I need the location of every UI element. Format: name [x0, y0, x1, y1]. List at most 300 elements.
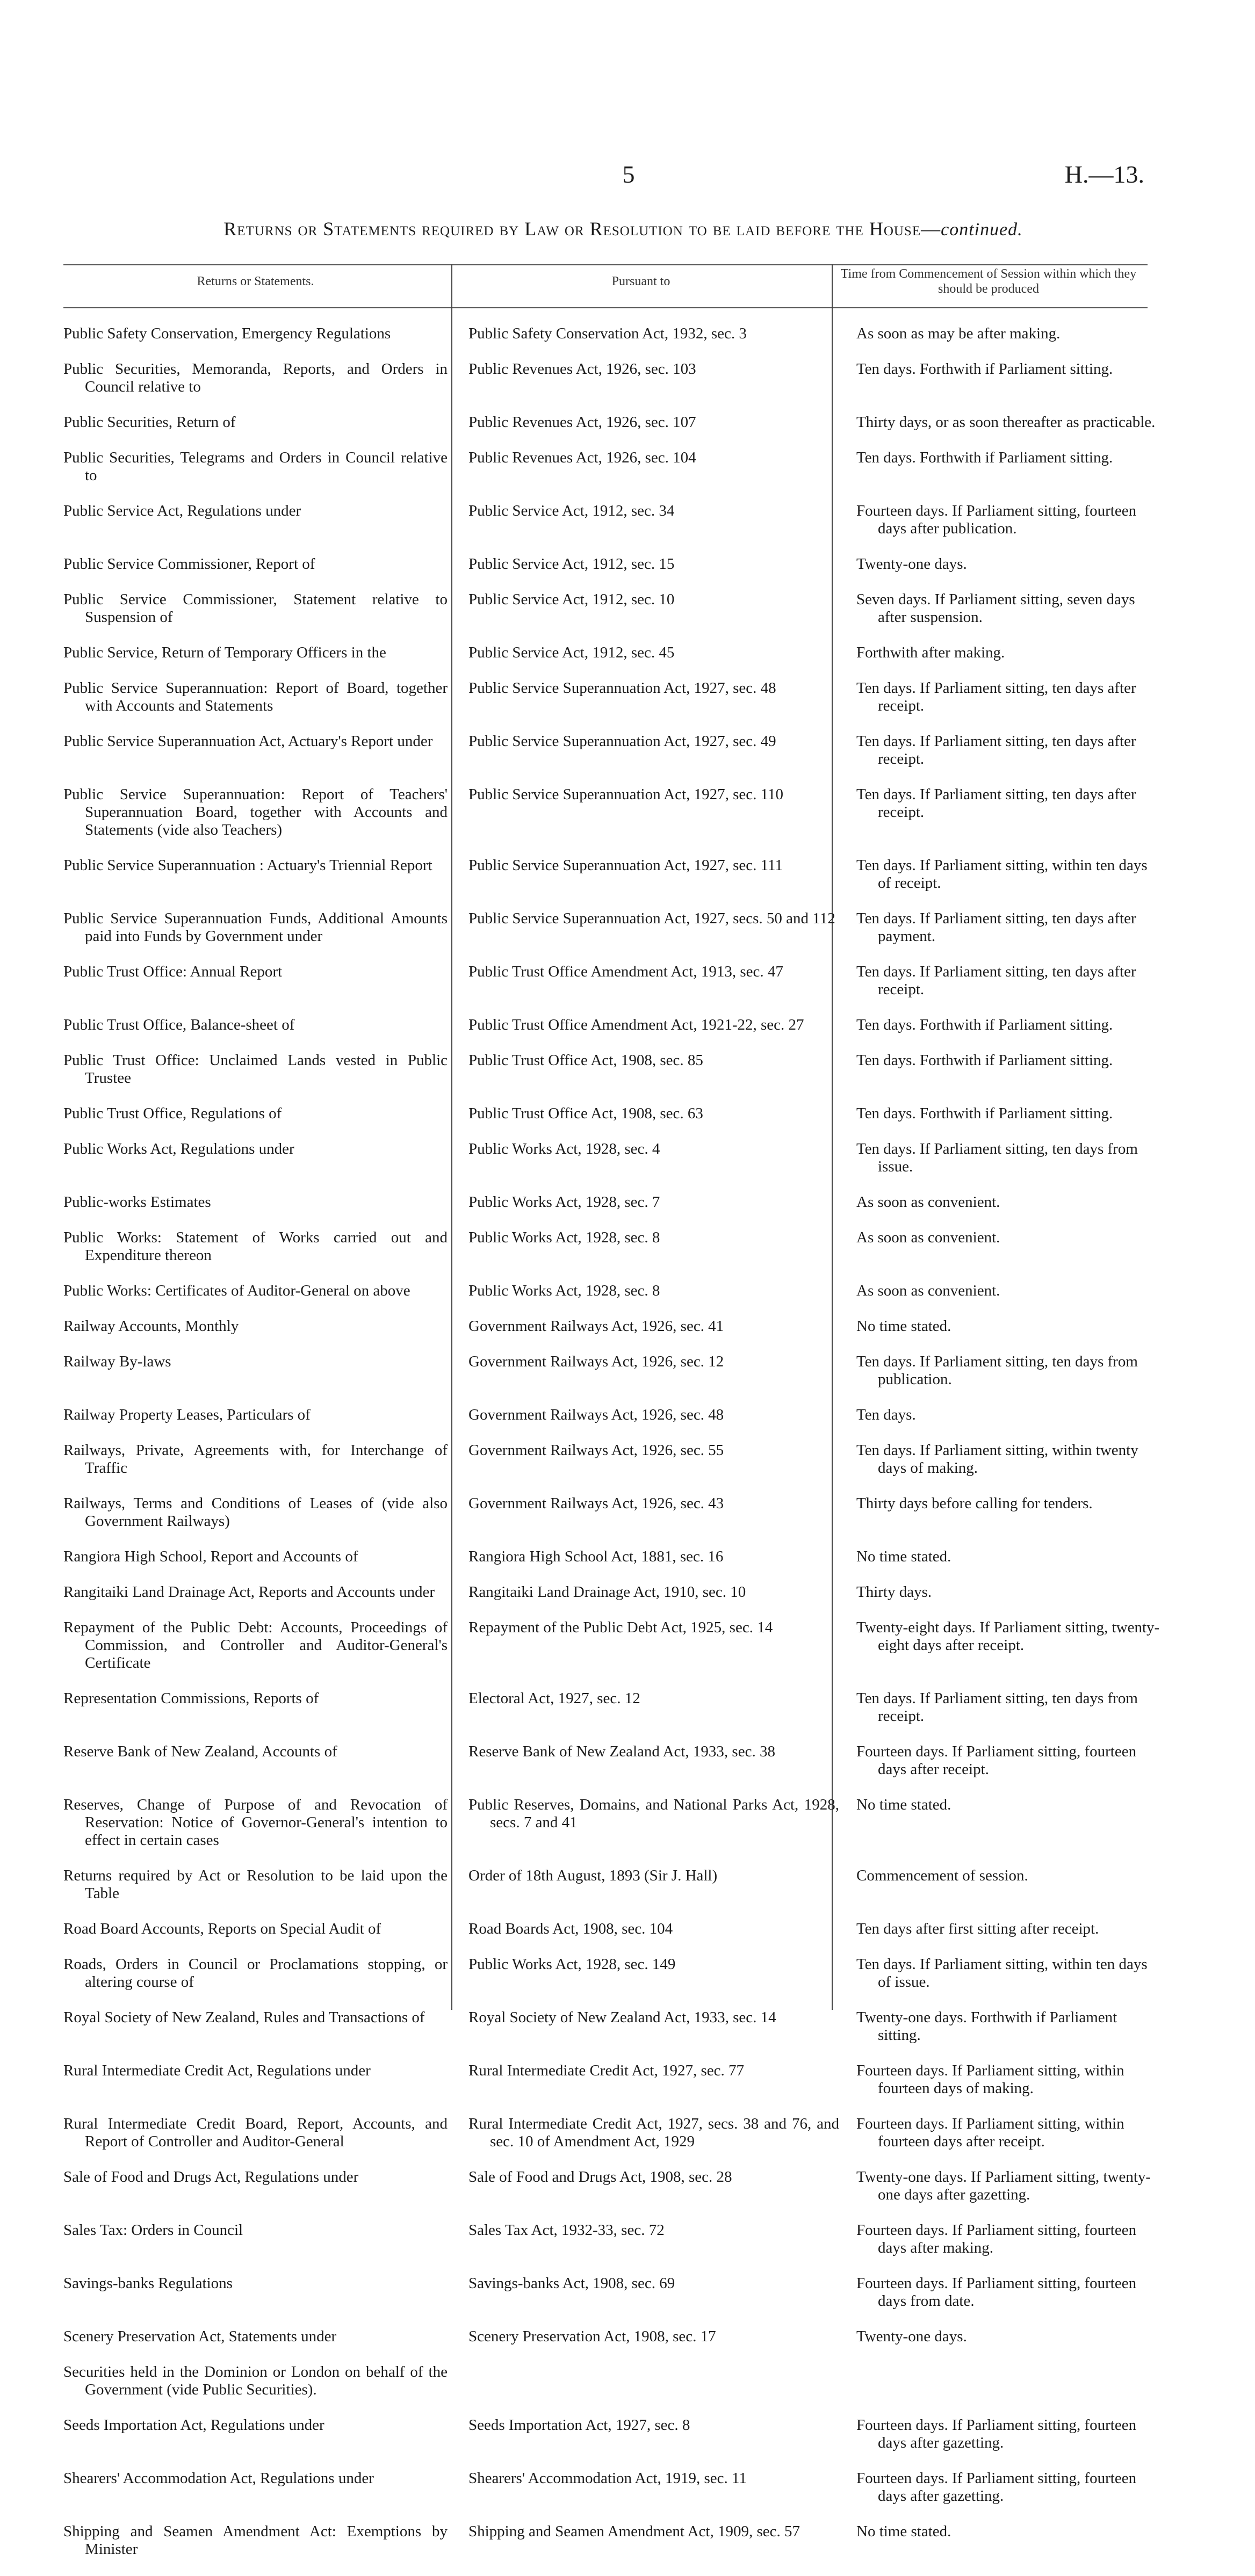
table-row [63, 2168, 1160, 2222]
pursuant-cell [455, 2275, 849, 2328]
time-cell-text: Seven days. If Parliament sitting, seven days after suspension. [856, 591, 1135, 626]
pursuant-cell-text: Public Safety Conservation Act, 1932, sec. 3 [468, 325, 747, 342]
pursuant-cell [455, 1495, 849, 1548]
time-cell [849, 910, 1160, 963]
pursuant-cell-text: Public Works Act, 1928, sec. 8 [468, 1282, 660, 1299]
pursuant-cell-text: Shearers' Accommodation Act, 1919, sec. 11 [468, 2470, 747, 2487]
pursuant-cell-text: Government Railways Act, 1926, sec. 12 [468, 1353, 724, 1370]
time-cell [849, 1052, 1160, 1105]
returns-cell-text: Public Trust Office, Balance-sheet of [63, 1016, 295, 1033]
returns-cell-text: Public-works Estimates [63, 1193, 211, 1211]
pursuant-cell [455, 786, 849, 857]
time-cell-text: Ten days. If Parliament sitting, within ten days of receipt. [856, 857, 1148, 892]
table-row [63, 2062, 1160, 2115]
time-cell [849, 1016, 1160, 1052]
table-row [63, 857, 1160, 910]
pursuant-cell [455, 2470, 849, 2523]
returns-cell [63, 2009, 455, 2062]
returns-cell [63, 2062, 455, 2115]
time-cell-text: Fourteen days. If Parliament sitting, within fourteen days after receipt. [856, 2115, 1124, 2150]
returns-cell [63, 2416, 455, 2470]
pursuant-cell-text: Public Service Superannuation Act, 1927, sec. 110 [468, 786, 784, 803]
returns-cell-text: Public Service Commissioner, Statement relative to Suspension of [63, 591, 448, 626]
pursuant-cell-text: Road Boards Act, 1908, sec. 104 [468, 1920, 673, 1937]
returns-cell-text: Public Safety Conservation, Emergency Regulations [63, 325, 391, 342]
pursuant-cell-text: Public Service Superannuation Act, 1927, sec. 111 [468, 857, 783, 874]
pursuant-cell-text: Repayment of the Public Debt Act, 1925, sec. 14 [468, 1619, 773, 1636]
returns-cell-text: Returns required by Act or Resolution to be laid upon the Table [63, 1867, 448, 1902]
time-cell [849, 1956, 1160, 2009]
pursuant-cell-text: Seeds Importation Act, 1927, sec. 8 [468, 2416, 690, 2434]
time-cell-text: Ten days. Forthwith if Parliament sitting. [856, 449, 1113, 466]
time-cell [849, 644, 1160, 679]
returns-cell-text: Public Service Commissioner, Report of [63, 555, 315, 573]
table-row [63, 1956, 1160, 2009]
time-cell-text: Ten days. If Parliament sitting, ten days after payment. [856, 910, 1136, 945]
page-number: 5 [622, 161, 635, 188]
returns-cell [63, 1016, 455, 1052]
time-cell-text: Thirty days, or as soon thereafter as practicable. [856, 414, 1156, 431]
pursuant-cell-text: Government Railways Act, 1926, sec. 48 [468, 1406, 724, 1423]
table-row [63, 679, 1160, 733]
time-cell-text: Thirty days. [856, 1583, 932, 1601]
returns-cell [63, 1920, 455, 1956]
pursuant-cell [455, 591, 849, 644]
pursuant-cell-text: Public Works Act, 1928, sec. 8 [468, 1229, 660, 1246]
table-row [63, 2328, 1160, 2363]
returns-cell [63, 2275, 455, 2328]
returns-cell [63, 591, 455, 644]
pursuant-cell-text: Public Service Act, 1912, sec. 10 [468, 591, 675, 608]
returns-cell-text: Savings-banks Regulations [63, 2275, 233, 2292]
pursuant-cell-text: Government Railways Act, 1926, sec. 55 [468, 1442, 724, 1459]
table-row [63, 786, 1160, 857]
returns-cell [63, 910, 455, 963]
time-cell [849, 1282, 1160, 1318]
time-cell [849, 1619, 1160, 1690]
pursuant-cell [455, 1619, 849, 1690]
pursuant-cell-text: Order of 18th August, 1893 (Sir J. Hall) [468, 1867, 718, 1884]
returns-cell-text: Reserves, Change of Purpose of and Revocation of Reservation: Notice of Governor-General's intention to effect in certain cases [63, 1796, 448, 1849]
pursuant-cell [455, 910, 849, 963]
time-cell [849, 2222, 1160, 2275]
pursuant-cell [455, 644, 849, 679]
returns-cell-text: Rangitaiki Land Drainage Act, Reports and Accounts under [63, 1583, 435, 1601]
table-row [63, 2523, 1160, 2576]
time-cell-text: Ten days. Forthwith if Parliament sitting. [856, 1052, 1113, 1069]
time-cell [849, 1495, 1160, 1548]
pursuant-cell [455, 1796, 849, 1867]
table-row [63, 1548, 1160, 1583]
returns-cell [63, 1282, 455, 1318]
time-cell [849, 2009, 1160, 2062]
returns-cell [63, 1193, 455, 1229]
time-cell-text: Ten days. If Parliament sitting, ten days after receipt. [856, 733, 1136, 768]
time-cell-text: Fourteen days. If Parliament sitting, within fourteen days of making. [856, 2062, 1124, 2097]
pursuant-cell-text: Public Trust Office Amendment Act, 1913, sec. 47 [468, 963, 783, 980]
pursuant-cell [455, 1743, 849, 1796]
time-cell [849, 733, 1160, 786]
pursuant-cell-text: Public Trust Office Act, 1908, sec. 63 [468, 1105, 703, 1122]
returns-cell-text: Securities held in the Dominion or London on behalf of the Government (vide Public Securities). [63, 2363, 448, 2398]
pursuant-cell [455, 2062, 849, 2115]
time-cell [849, 1796, 1160, 1867]
pursuant-cell [455, 1690, 849, 1743]
pursuant-cell [455, 1105, 849, 1140]
pursuant-cell [455, 555, 849, 591]
returns-cell-text: Public Service Superannuation: Report of Teachers' Superannuation Board, together with Accounts and Statements (vide also Teachers) [63, 786, 448, 838]
returns-cell [63, 1690, 455, 1743]
returns-cell [63, 2115, 455, 2168]
returns-cell-text: Public Trust Office: Unclaimed Lands vested in Public Trustee [63, 1052, 448, 1087]
column-header-time: Time from Commencement of Session within which they should be produced [840, 267, 1137, 296]
returns-cell-text: Railways, Private, Agreements with, for Interchange of Traffic [63, 1442, 448, 1477]
table-row [63, 1318, 1160, 1353]
pursuant-cell [455, 1406, 849, 1442]
pursuant-cell-text: Public Service Superannuation Act, 1927, secs. 50 and 112 [468, 910, 835, 927]
returns-cell [63, 679, 455, 733]
time-cell [849, 2115, 1160, 2168]
returns-cell [63, 733, 455, 786]
time-cell [849, 2328, 1160, 2363]
returns-cell [63, 1105, 455, 1140]
time-cell-text: Ten days after first sitting after receipt. [856, 1920, 1099, 1937]
returns-cell [63, 555, 455, 591]
returns-cell-text: Rural Intermediate Credit Act, Regulations under [63, 2062, 371, 2079]
table-row [63, 502, 1160, 555]
pursuant-cell-text: Electoral Act, 1927, sec. 12 [468, 1690, 640, 1707]
returns-cell-text: Public Service, Return of Temporary Officers in the [63, 644, 386, 661]
pursuant-cell-text: Government Railways Act, 1926, sec. 41 [468, 1318, 724, 1335]
pursuant-cell [455, 414, 849, 449]
time-cell [849, 2470, 1160, 2523]
returns-cell [63, 414, 455, 449]
title-continued: continued. [941, 220, 1023, 240]
returns-cell-text: Railways, Terms and Conditions of Leases of (vide also Government Railways) [63, 1495, 448, 1530]
table-row [63, 733, 1160, 786]
header-bottom-rule [63, 307, 1148, 308]
pursuant-cell [455, 325, 849, 360]
table-row [63, 2275, 1160, 2328]
table-row [63, 1495, 1160, 1548]
table-row [63, 1690, 1160, 1743]
time-cell-text: Thirty days before calling for tenders. [856, 1495, 1093, 1512]
pursuant-cell [455, 1229, 849, 1282]
pursuant-cell-text: Public Revenues Act, 1926, sec. 107 [468, 414, 696, 431]
time-cell-text: Ten days. If Parliament sitting, ten days from receipt. [856, 1690, 1138, 1725]
pursuant-cell [455, 2009, 849, 2062]
time-cell [849, 591, 1160, 644]
returns-cell-text: Public Securities, Memoranda, Reports, and Orders in Council relative to [63, 360, 448, 395]
paper-code: H.—13. [1064, 161, 1144, 188]
pursuant-cell-text: Rural Intermediate Credit Act, 1927, sec. 77 [468, 2062, 744, 2079]
time-cell [849, 1583, 1160, 1619]
pursuant-cell [455, 2523, 849, 2576]
returns-cell [63, 1353, 455, 1406]
returns-cell [63, 1796, 455, 1867]
time-cell [849, 1229, 1160, 1282]
returns-cell-text: Public Service Superannuation Funds, Additional Amounts paid into Funds by Government under [63, 910, 448, 945]
time-cell-text: Ten days. [856, 1406, 916, 1423]
pursuant-cell [455, 1442, 849, 1495]
table-row [63, 2009, 1160, 2062]
column-header-pursuant: Pursuant to [611, 274, 670, 288]
returns-cell [63, 2470, 455, 2523]
time-cell [849, 555, 1160, 591]
pursuant-cell [455, 2416, 849, 2470]
time-cell [849, 2275, 1160, 2328]
time-cell [849, 857, 1160, 910]
returns-table [63, 325, 1160, 2576]
pursuant-cell-text: Public Service Superannuation Act, 1927, sec. 49 [468, 733, 776, 750]
returns-cell-text: Public Service Superannuation: Report of Board, together with Accounts and Statements [63, 679, 448, 714]
time-cell [849, 1743, 1160, 1796]
returns-cell-text: Repayment of the Public Debt: Accounts, Proceedings of Commission, and Controller and Auditor-General's Certificate [63, 1619, 448, 1671]
pursuant-cell-text: Sale of Food and Drugs Act, 1908, sec. 28 [468, 2168, 732, 2186]
time-cell [849, 1193, 1160, 1229]
time-cell [849, 1548, 1160, 1583]
returns-cell [63, 1548, 455, 1583]
returns-cell-text: Royal Society of New Zealand, Rules and Transactions of [63, 2009, 425, 2026]
time-cell-text: Twenty-one days. Forthwith if Parliament sitting. [856, 2009, 1117, 2044]
pursuant-cell [455, 963, 849, 1016]
pursuant-cell [455, 2328, 849, 2363]
returns-cell-text: Shearers' Accommodation Act, Regulations under [63, 2470, 374, 2487]
time-cell-text: As soon as may be after making. [856, 325, 1061, 342]
table-row [63, 1796, 1160, 1867]
table-row [63, 360, 1160, 414]
time-cell-text: As soon as convenient. [856, 1282, 1000, 1299]
time-cell [849, 1406, 1160, 1442]
time-cell-text: Fourteen days. If Parliament sitting, fourteen days after gazetting. [856, 2416, 1137, 2451]
pursuant-cell-text: Reserve Bank of New Zealand Act, 1933, sec. 38 [468, 1743, 775, 1760]
pursuant-cell [455, 1353, 849, 1406]
returns-cell [63, 1956, 455, 2009]
returns-cell-text: Scenery Preservation Act, Statements under [63, 2328, 337, 2345]
time-cell-text: Twenty-one days. [856, 2328, 967, 2345]
table-row [63, 644, 1160, 679]
page-title [64, 218, 1182, 240]
returns-cell-text: Seeds Importation Act, Regulations under [63, 2416, 324, 2434]
returns-cell-text: Roads, Orders in Council or Proclamations stopping, or altering course of [63, 1956, 448, 1991]
table-row [63, 449, 1160, 502]
returns-cell [63, 1442, 455, 1495]
time-cell [849, 2062, 1160, 2115]
returns-cell-text: Sales Tax: Orders in Council [63, 2222, 243, 2239]
returns-cell-text: Public Trust Office: Annual Report [63, 963, 283, 980]
returns-cell-text: Public Trust Office, Regulations of [63, 1105, 282, 1122]
time-cell-text: Fourteen days. If Parliament sitting, fourteen days after gazetting. [856, 2470, 1137, 2505]
returns-cell [63, 1406, 455, 1442]
returns-cell [63, 1229, 455, 1282]
pursuant-cell-text: Rural Intermediate Credit Act, 1927, secs. 38 and 76, and sec. 10 of Amendment Act, 1929 [468, 2115, 839, 2150]
time-cell-text: Twenty-eight days. If Parliament sitting, twenty-eight days after receipt. [856, 1619, 1160, 1654]
pursuant-cell [455, 679, 849, 733]
returns-cell-text: Public Works: Statement of Works carried out and Expenditure thereon [63, 1229, 448, 1264]
table-row [63, 1442, 1160, 1495]
returns-cell-text: Public Works: Certificates of Auditor-General on above [63, 1282, 410, 1299]
table-row [63, 1867, 1160, 1920]
time-cell-text: Ten days. If Parliament sitting, ten days after receipt. [856, 679, 1136, 714]
time-cell [849, 2168, 1160, 2222]
returns-cell [63, 786, 455, 857]
pursuant-cell [455, 1282, 849, 1318]
returns-cell-text: Public Service Superannuation : Actuary's Triennial Report [63, 857, 432, 874]
table-row [63, 1052, 1160, 1105]
pursuant-cell-text: Public Trust Office Act, 1908, sec. 85 [468, 1052, 703, 1069]
table-row [63, 555, 1160, 591]
pursuant-cell [455, 2115, 849, 2168]
table-row [63, 963, 1160, 1016]
time-cell [849, 360, 1160, 414]
returns-cell-text: Public Service Superannuation Act, Actuary's Report under [63, 733, 433, 750]
table-row [63, 2115, 1160, 2168]
time-cell-text: Twenty-one days. [856, 555, 967, 573]
pursuant-cell-text: Scenery Preservation Act, 1908, sec. 17 [468, 2328, 716, 2345]
pursuant-cell [455, 2168, 849, 2222]
table-row [63, 1140, 1160, 1193]
returns-cell [63, 2523, 455, 2576]
time-cell [849, 325, 1160, 360]
table-row [63, 1193, 1160, 1229]
table-row [63, 325, 1160, 360]
returns-cell-text: Reserve Bank of New Zealand, Accounts of [63, 1743, 337, 1760]
returns-cell-text: Railway Property Leases, Particulars of [63, 1406, 311, 1423]
time-cell-text: Ten days. Forthwith if Parliament sitting. [856, 1016, 1113, 1033]
returns-cell [63, 1867, 455, 1920]
pursuant-cell-text: Public Works Act, 1928, sec. 7 [468, 1193, 660, 1211]
time-cell-text: No time stated. [856, 1318, 951, 1335]
time-cell [849, 414, 1160, 449]
time-cell [849, 1318, 1160, 1353]
time-cell [849, 2523, 1160, 2576]
returns-cell-text: Shipping and Seamen Amendment Act: Exemptions by Minister [63, 2523, 448, 2558]
pursuant-cell [455, 1956, 849, 2009]
table-row [63, 1743, 1160, 1796]
pursuant-cell-text: Public Reserves, Domains, and National Parks Act, 1928, secs. 7 and 41 [468, 1796, 839, 1831]
pursuant-cell [455, 1052, 849, 1105]
pursuant-cell [455, 857, 849, 910]
table-row [63, 1406, 1160, 1442]
time-cell-text: Ten days. If Parliament sitting, ten days after receipt. [856, 963, 1136, 998]
pursuant-cell [455, 1867, 849, 1920]
returns-cell [63, 644, 455, 679]
time-cell-text: As soon as convenient. [856, 1193, 1000, 1211]
time-cell-text: Twenty-one days. If Parliament sitting, twenty-one days after gazetting. [856, 2168, 1151, 2203]
pursuant-cell-text: Public Service Act, 1912, sec. 34 [468, 502, 675, 519]
time-cell [849, 1442, 1160, 1495]
time-cell-text: No time stated. [856, 2523, 951, 2540]
table-row [63, 1229, 1160, 1282]
returns-cell-text: Railway By-laws [63, 1353, 171, 1370]
time-cell-text: Ten days. If Parliament sitting, within ten days of issue. [856, 1956, 1148, 1991]
time-cell [849, 2363, 1160, 2416]
pursuant-cell-text: Public Service Act, 1912, sec. 15 [468, 555, 675, 573]
returns-cell-text: Public Securities, Telegrams and Orders in Council relative to [63, 449, 448, 484]
returns-cell-text: Road Board Accounts, Reports on Special Audit of [63, 1920, 381, 1937]
returns-cell-text: Representation Commissions, Reports of [63, 1690, 319, 1707]
time-cell-text: As soon as convenient. [856, 1229, 1000, 1246]
pursuant-cell [455, 1318, 849, 1353]
pursuant-cell [455, 733, 849, 786]
table-row [63, 1583, 1160, 1619]
pursuant-cell [455, 1548, 849, 1583]
time-cell-text: Ten days. If Parliament sitting, ten days from issue. [856, 1140, 1138, 1175]
pursuant-cell-text: Rangiora High School Act, 1881, sec. 16 [468, 1548, 724, 1565]
time-cell [849, 1920, 1160, 1956]
pursuant-cell-text: Public Works Act, 1928, sec. 4 [468, 1140, 660, 1157]
returns-cell [63, 1743, 455, 1796]
returns-cell [63, 1140, 455, 1193]
time-cell [849, 1140, 1160, 1193]
time-cell [849, 786, 1160, 857]
time-cell-text: Fourteen days. If Parliament sitting, fourteen days from date. [856, 2275, 1137, 2310]
pursuant-cell-text: Public Revenues Act, 1926, sec. 103 [468, 360, 696, 378]
returns-cell [63, 857, 455, 910]
time-cell-text: Fourteen days. If Parliament sitting, fourteen days after making. [856, 2222, 1137, 2256]
time-cell-text: Ten days. Forthwith if Parliament sitting. [856, 360, 1113, 378]
time-cell-text: Ten days. If Parliament sitting, within twenty days of making. [856, 1442, 1138, 1477]
returns-cell [63, 2328, 455, 2363]
returns-cell-text: Public Securities, Return of [63, 414, 236, 431]
pursuant-cell [455, 1193, 849, 1229]
time-cell-text: Forthwith after making. [856, 644, 1005, 661]
returns-cell-text: Rural Intermediate Credit Board, Report, Accounts, and Report of Controller and Auditor-General [63, 2115, 448, 2150]
returns-cell-text: Public Service Act, Regulations under [63, 502, 301, 519]
time-cell-text: Fourteen days. If Parliament sitting, fourteen days after publication. [856, 502, 1137, 537]
pursuant-cell [455, 360, 849, 414]
time-cell [849, 963, 1160, 1016]
header-top-rule [63, 264, 1148, 265]
pursuant-cell-text: Public Service Superannuation Act, 1927, sec. 48 [468, 679, 776, 697]
table-row [63, 1920, 1160, 1956]
pursuant-cell [455, 1920, 849, 1956]
table-row [63, 910, 1160, 963]
time-cell-text: Ten days. If Parliament sitting, ten days after receipt. [856, 786, 1136, 821]
returns-cell [63, 1583, 455, 1619]
pursuant-cell [455, 2222, 849, 2275]
returns-cell [63, 502, 455, 555]
pursuant-cell [455, 1583, 849, 1619]
table-row [63, 1105, 1160, 1140]
returns-cell-text: Sale of Food and Drugs Act, Regulations under [63, 2168, 359, 2186]
pursuant-cell [455, 2363, 849, 2416]
table-row [63, 2222, 1160, 2275]
table-row [63, 414, 1160, 449]
returns-cell [63, 2168, 455, 2222]
column-header-returns: Returns or Statements. [197, 274, 314, 288]
pursuant-cell-text: Royal Society of New Zealand Act, 1933, sec. 14 [468, 2009, 776, 2026]
pursuant-cell-text: Savings-banks Act, 1908, sec. 69 [468, 2275, 675, 2292]
pursuant-cell-text: Shipping and Seamen Amendment Act, 1909, sec. 57 [468, 2523, 800, 2540]
time-cell [849, 502, 1160, 555]
table-row [63, 2363, 1160, 2416]
time-cell-text: Ten days. If Parliament sitting, ten days from publication. [856, 1353, 1138, 1388]
table-row [63, 1282, 1160, 1318]
table-row [63, 1619, 1160, 1690]
returns-cell [63, 360, 455, 414]
pursuant-cell-text: Public Service Act, 1912, sec. 45 [468, 644, 675, 661]
time-cell [849, 1353, 1160, 1406]
table-row [63, 1016, 1160, 1052]
time-cell [849, 679, 1160, 733]
time-cell [849, 449, 1160, 502]
pursuant-cell-text: Public Trust Office Amendment Act, 1921-22, sec. 27 [468, 1016, 804, 1033]
returns-table-body [63, 325, 1160, 2576]
title-main: Returns or Statements required by Law or Resolution to be laid before the House— [223, 218, 941, 240]
returns-cell [63, 963, 455, 1016]
returns-cell-text: Public Works Act, Regulations under [63, 1140, 294, 1157]
